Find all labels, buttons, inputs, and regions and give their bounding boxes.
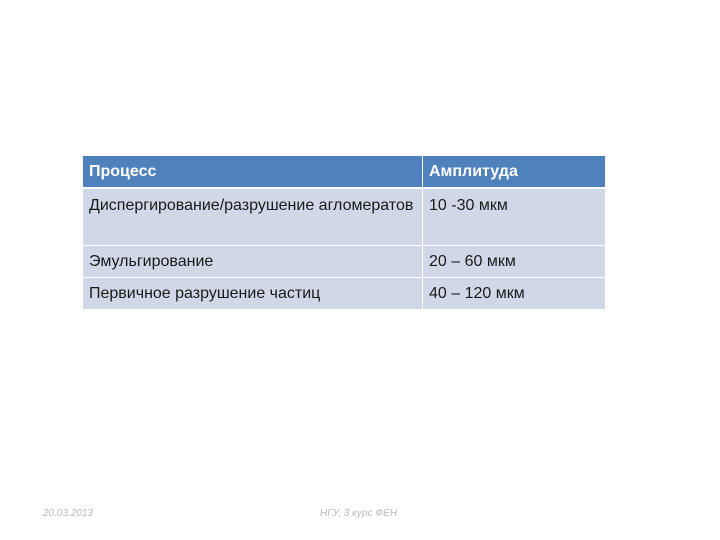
footer-center-text: НГУ, 3 курс ФЕН	[320, 508, 398, 519]
cell-amplitude: 40 – 120 мкм	[429, 285, 525, 302]
process-amplitude-table	[83, 156, 605, 310]
table-row	[83, 189, 605, 246]
cell-process: Первичное разрушение частиц	[83, 278, 423, 309]
cell-process: Диспергирование/разрушение агломератов	[83, 189, 423, 245]
cell-process: Эмульгирование	[83, 246, 423, 277]
table-row	[83, 278, 605, 310]
footer-date: 20.03.2013	[43, 508, 94, 519]
cell-amplitude: 10 -30 мкм	[429, 197, 508, 214]
header-process: Процесс	[83, 156, 423, 187]
header-amplitude: Амплитуда	[429, 163, 518, 180]
table-row	[83, 246, 605, 278]
cell-amplitude: 20 – 60 мкм	[429, 253, 516, 270]
table-header-row	[83, 156, 605, 189]
